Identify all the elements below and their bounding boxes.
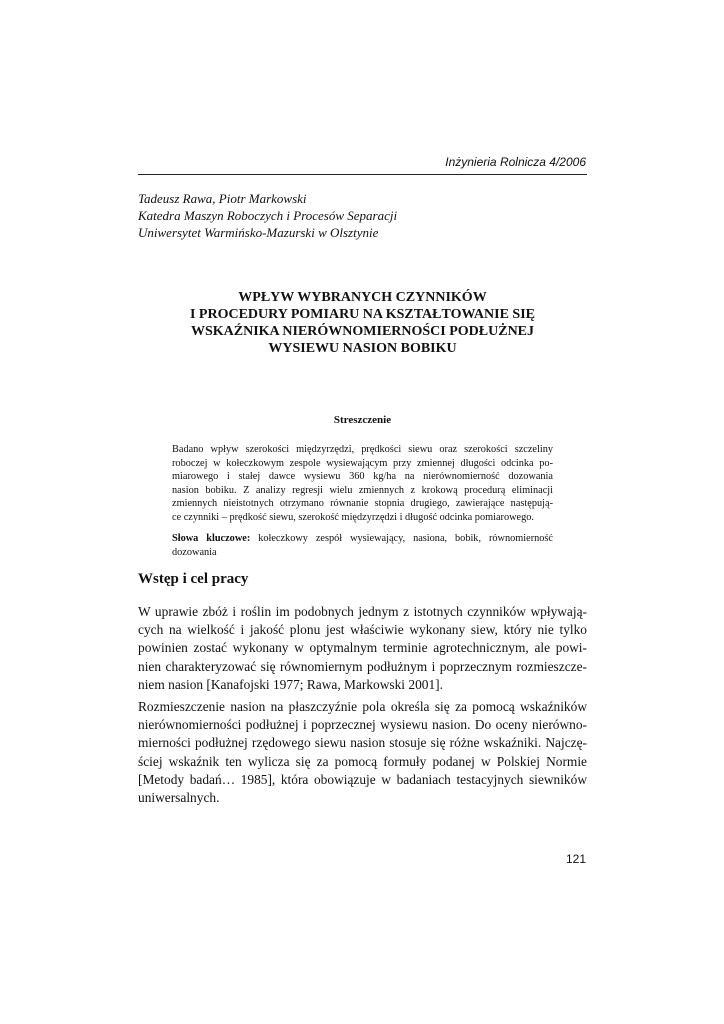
running-head: Inżynieria Rolnicza 4/2006 bbox=[445, 155, 586, 169]
keywords-line: dozowania bbox=[172, 546, 217, 558]
keywords-text: kołeczkowy zespół wysiewający, nasiona, bobik, równomierność bbox=[250, 533, 553, 544]
paragraph-line: ściej wskaźnik ten wylicza się za pomocą formuły podanej w Polskiej Normie bbox=[138, 753, 587, 769]
abstract-line: miarowego i stałej dawce wysiewu 360 kg/ha na nierównomierność dozowania bbox=[172, 471, 553, 483]
author-names: Tadeusz Rawa, Piotr Markowski bbox=[138, 191, 307, 206]
abstract-heading: Streszczenie bbox=[333, 414, 392, 426]
paragraph-line: [Metody badań… 1985], która obowiązuje w badaniach testacyjnych siewników bbox=[138, 771, 587, 787]
abstract-line: zmiennych nieistotnych otrzymano równanie stopnia drugiego, zawierające następują- bbox=[172, 498, 553, 510]
title-line: WYSIEWU NASION BOBIKU bbox=[268, 341, 457, 356]
paragraph-line: cych na wielkość i jakość plonu jest właściwie wykonany siew, który nie tylko bbox=[138, 622, 587, 638]
abstract-body bbox=[172, 443, 553, 525]
abstract-line: nasion bobiku. Z analizy regresji wielu zmiennych z krokową procedurą eliminacji bbox=[172, 484, 553, 496]
abstract-line: roboczej w kołeczkowym zespole wysiewającym przy zmiennej długości odcinka po- bbox=[172, 457, 553, 469]
section-heading: Wstęp i cel pracy bbox=[138, 571, 249, 587]
paragraph-line: W uprawie zbóż i roślin im podobnych jednym z istotnych czynników wpływają- bbox=[138, 604, 587, 619]
author-university: Uniwersytet Warmińsko-Mazurski w Olsztynie bbox=[138, 225, 379, 240]
paragraph-line: Rozmieszczenie nasion na płaszczyźnie pola określa się za pomocą wskaźników bbox=[138, 699, 587, 714]
paragraph-line: mierności podłużnej rzędowego siewu nasion stosuje się różne wskaźniki. Najczę- bbox=[138, 735, 587, 751]
author-block bbox=[138, 190, 397, 241]
title-line: WPŁYW WYBRANYCH CZYNNIKÓW bbox=[238, 290, 487, 305]
paragraph-line: nien charakteryzować się równomiernym podłużnym i poprzecznym rozmieszcze- bbox=[138, 658, 587, 674]
body-paragraph bbox=[138, 603, 587, 694]
paragraph-line: nierównomierności podłużnej i poprzecznej wysiewu nasion. Do oceny nierówno- bbox=[138, 717, 587, 733]
header-rule bbox=[138, 174, 587, 175]
title-line: I PROCEDURY POMIARU NA KSZTAŁTOWANIE SIĘ bbox=[189, 307, 536, 322]
keywords-label: Słowa kluczowe: bbox=[172, 533, 251, 544]
abstract-line: Badano wpływ szerokości międzyrzędzi, prędkości siewu oraz szerokości szczeliny bbox=[172, 444, 553, 455]
paragraph-line: uniwersalnych. bbox=[138, 790, 220, 806]
title-line: WSKAŹNIKA NIERÓWNOMIERNOŚCI PODŁUŻNEJ bbox=[190, 324, 535, 339]
paragraph-line: powinien zostać wykonany w optymalnym terminie agrotechnicznym, ale powi- bbox=[138, 640, 587, 656]
keywords-line bbox=[172, 532, 553, 546]
keywords-block bbox=[172, 532, 553, 559]
page-number: 121 bbox=[565, 852, 586, 866]
author-department: Katedra Maszyn Roboczych i Procesów Separacji bbox=[138, 208, 398, 223]
body-paragraph bbox=[138, 698, 587, 807]
paper-title bbox=[138, 289, 587, 357]
paragraph-line: niem nasion [Kanafojski 1977; Rawa, Markowski 2001]. bbox=[138, 676, 443, 692]
abstract-line: ce czynniki – prędkość siewu, szerokość międzyrzędzi i długość odcinka pomiarowego. bbox=[172, 511, 534, 523]
